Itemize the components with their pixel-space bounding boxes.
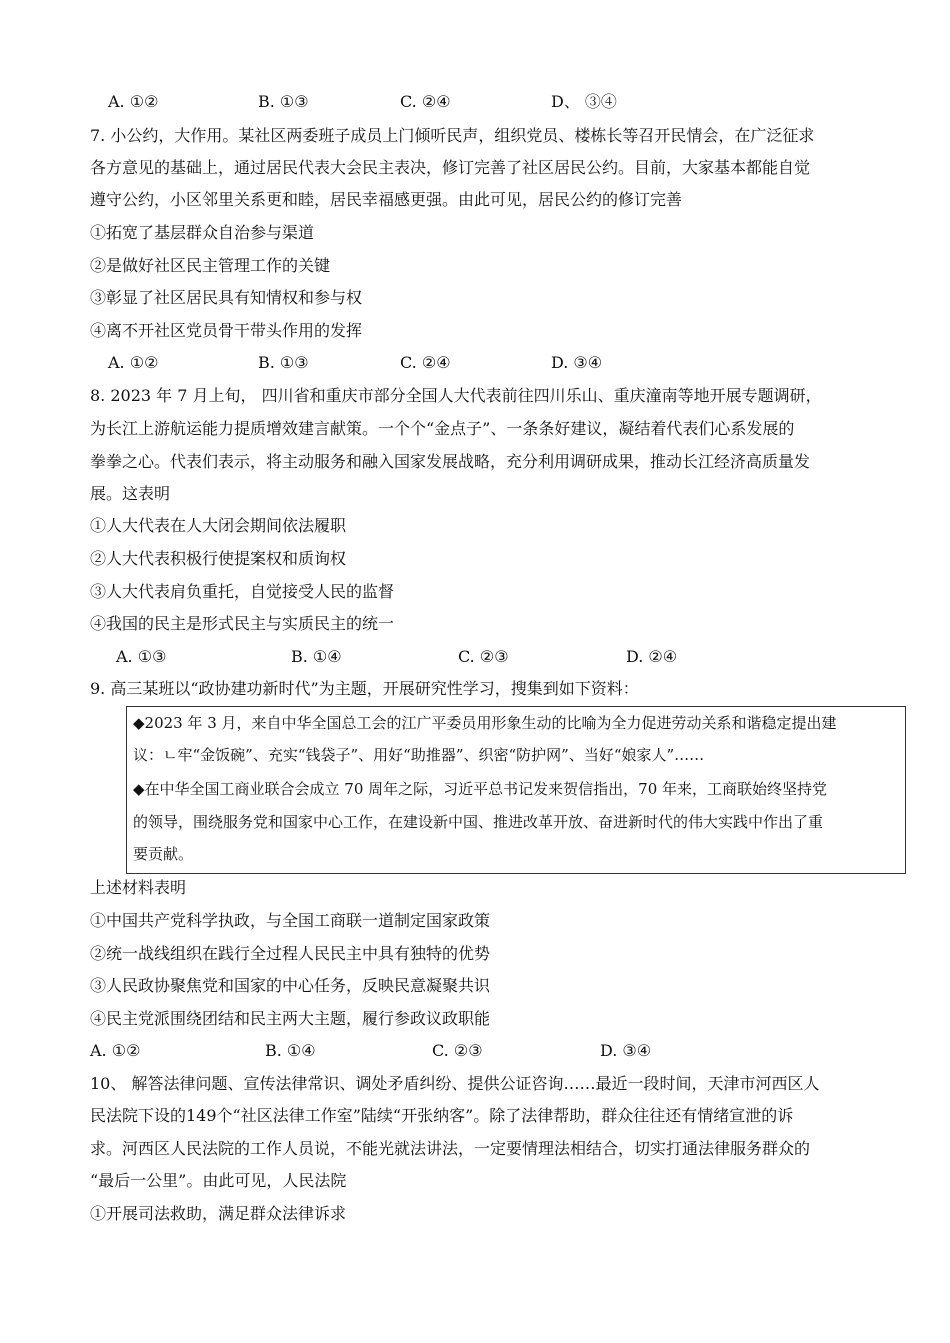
q8-stem-line-2: 为长江上游航运能力提质增效建言献策。一个个“金点子”、一条条好建议，凝结着代表们心系发展的 <box>90 419 795 438</box>
q8-stem-line-1: 8. 2023 年 7 月上旬， 四川省和重庆市部分全国人大代表前往四川乐山、重庆潼南等地开展专题调研， <box>90 386 822 405</box>
q8-option-c: C. ②③ <box>458 647 509 666</box>
q9-stem: 9. 高三某班以“政协建功新时代”为主题，开展研究性学习，搜集到如下资料： <box>90 679 639 698</box>
q9-material-line-3: ◆在中华全国工商业联合会成立 70 周年之际，习近平总书记发来贺信指出，70 年来，工商联始终坚持党 <box>133 780 828 798</box>
q9-item-2: ②统一战线组织在践行全过程人民民主中具有独特的优势 <box>90 944 491 963</box>
q8-item-1: ①人大代表在人大闭会期间依法履职 <box>90 516 347 535</box>
q10-stem-line-2: 民法院下设的149个“社区法律工作室”陆续“开张纳客”。除了法律帮助，群众往往还有情绪宣泄的诉 <box>90 1106 794 1125</box>
q7-option-c: C. ②④ <box>400 353 451 372</box>
q9-option-b: B. ①④ <box>265 1041 316 1060</box>
q9-item-1: ①中国共产党科学执政，与全国工商联一道制定国家政策 <box>90 911 491 930</box>
q9-material-line-2: 议：ㄴ牢“金饭碗”、充实“钱袋子”、用好“助推器”、织密“防护网”、当好“娘家人”…… <box>133 746 705 764</box>
q7-item-3: ③彰显了社区居民具有知情权和参与权 <box>90 288 363 307</box>
q10-item-1: ①开展司法救助，满足群众法律诉求 <box>90 1204 347 1223</box>
q8-item-4: ④我国的民主是形式民主与实质民主的统一 <box>90 614 395 633</box>
q9-option-d: D. ③④ <box>600 1041 652 1060</box>
q8-item-2: ②人大代表积极行使提案权和质询权 <box>90 549 347 568</box>
q9-option-c: C. ②③ <box>432 1041 483 1060</box>
q6-option-a: A. ①② <box>108 92 159 111</box>
q6-option-d: D、 ③④ <box>551 92 617 111</box>
q9-material-line-1: ◆2023 年 3 月，来自中华全国总工会的江广平委员用形象生动的比喻为全力促进劳动关系和谐稳定提出建 <box>133 714 837 732</box>
q7-item-2: ②是做好社区民主管理工作的关键 <box>90 256 331 275</box>
q9-item-4: ④民主党派围绕团结和民主两大主题，履行参政议政职能 <box>90 1009 491 1028</box>
q9-item-3: ③人民政协聚焦党和国家的中心任务，反映民意凝聚共识 <box>90 976 491 995</box>
q7-stem-line-3: 遵守公约，小区邻里关系更和睦，居民幸福感更强。由此可见，居民公约的修订完善 <box>90 190 683 209</box>
q6-option-c: C. ②④ <box>400 92 451 111</box>
q10-stem-line-4: “最后一公里”。由此可见，人民法院 <box>90 1171 347 1190</box>
q7-item-4: ④离不开社区党员骨干带头作用的发挥 <box>90 321 363 340</box>
q8-item-3: ③人大代表肩负重托，自觉接受人民的监督 <box>90 582 395 601</box>
q7-option-a: A. ①② <box>108 353 159 372</box>
q7-item-1: ①拓宽了基层群众自治参与渠道 <box>90 223 315 242</box>
q6-options <box>108 92 708 112</box>
q9-material-line-5: 要贡献。 <box>133 845 194 863</box>
q7-stem-line-2: 各方意见的基础上，通过居民代表大会民主表决，修订完善了社区居民公约。目前，大家基本都能自觉 <box>90 158 811 177</box>
q8-options <box>116 647 736 667</box>
q8-option-a: A. ①③ <box>116 647 167 666</box>
q10-stem-line-1: 10、 解答法律问题、宣传法律常识、调处矛盾纠纷、提供公证咨询……最近一段时间，天津市河西区人 <box>90 1074 820 1093</box>
q7-option-b: B. ①③ <box>258 353 309 372</box>
q7-stem-line-1: 7. 小公约，大作用。某社区两委班子成员上门倾听民声，组织党员、楼栋长等召开民情会，在广泛征求 <box>90 126 815 145</box>
q7-options <box>108 353 708 373</box>
q9-lead: 上述材料表明 <box>90 878 187 897</box>
q9-option-a: A. ①② <box>90 1041 141 1060</box>
q7-option-d: D. ③④ <box>551 353 603 372</box>
q8-option-d: D. ②④ <box>626 647 678 666</box>
q9-material-box <box>126 706 906 874</box>
q9-material-line-4: 的领导，围绕服务党和国家中心工作，在建设新中国、推进改革开放、奋进新时代的伟大实践中作出了重 <box>133 813 824 831</box>
q9-options <box>90 1041 710 1061</box>
q10-stem-line-3: 求。河西区人民法院的工作人员说，不能光就法讲法，一定要情理法相结合，切实打通法律服务群众的 <box>90 1139 811 1158</box>
q8-stem-line-4: 展。这表明 <box>90 484 171 503</box>
q8-stem-line-3: 拳拳之心。代表们表示，将主动服务和融入国家发展战略，充分利用调研成果，推动长江经济高质量发 <box>90 452 811 471</box>
q8-option-b: B. ①④ <box>291 647 342 666</box>
q6-option-b: B. ①③ <box>258 92 309 111</box>
